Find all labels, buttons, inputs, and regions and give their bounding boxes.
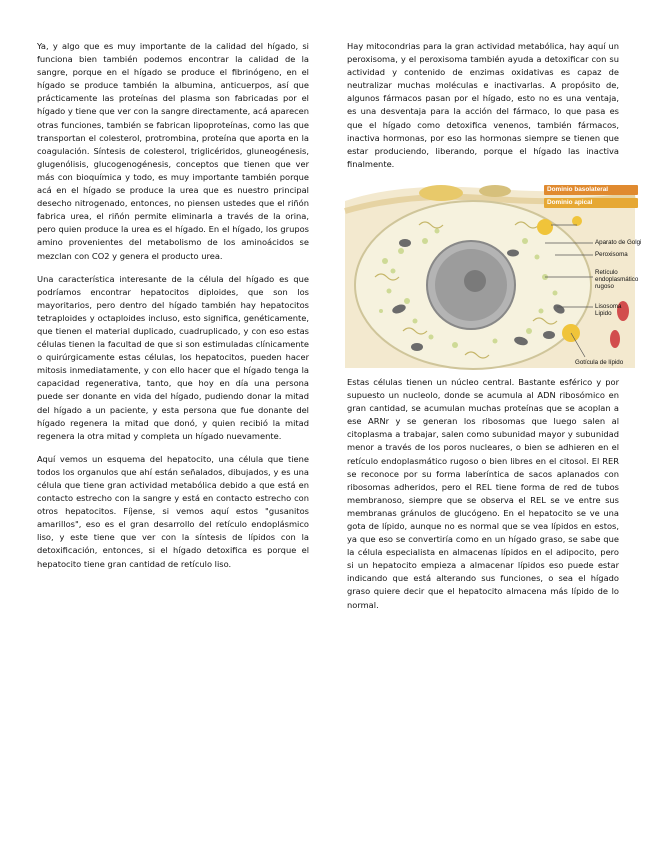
paragraph-polyploid-hepatocytes: Una característica interesante de la célula del hígado es que podríamos encontrar hepatocitos diploides, que son los mayoritarios, pero dentro del hígado también hay hepatocitos tetraploides y octaploides incluso, esto significa, genéticamente, que tienen el material duplicado, cuadruplicado, y con eso estas células tienen la facultad de que si son estimuladas clínicamente o quirúrgicamente estas células, los hepatocitos, pueden hacer mitosis inmediatamente, y con ello hacer que el hígado tenga la capacidad regenerativa, tanto, que hoy en día una persona puede ser donante en vida del hígado, pudiendo donar la mitad del hígado a un paciente, y esta persona que fue donante del hígado regenera la mitad que donó, y quien recibió la mitad regenera la otra mitad y completa un hígado nuevamente.	[37, 273, 309, 441]
label-dominio-apical: Dominio apical	[544, 198, 638, 208]
label-peroxisoma: Peroxisoma	[595, 250, 628, 258]
left-column	[37, 40, 309, 581]
label-golgi: Aparato de Golgi	[595, 238, 642, 246]
right-column	[347, 40, 642, 622]
paragraph-mitochondria-peroxisome: Hay mitocondrias para la gran actividad metabólica, hay aquí un peroxisoma, y el peroxisoma también ayuda a detoxificar con su actividad y contenido de enzimas oxidativas es capaz de neutralizar muchas moléculas e inactivarlas. A propósito de, algunos fármacos pasan por el hígado, esto no es una ventaja, es una desventaja para la acción del fármaco, lo que pasa es que el hígado como detoxifica venenos, también fármacos, inactiva hormonas, por eso las hormonas siempre se tienen que estar produciendo, liberando, porque el hígado las inactiva finalmente.	[347, 41, 619, 169]
paragraph-liver-functions: Ya, y algo que es muy importante de la calidad del hígado, si funciona bien también podemos encontrar la calidad de la sangre, porque en el hígado se produce el fibrinógeno, en el hígado se produce también la albumina, anticuerpos, así que prácticamente las proteínas del plasma son fabricadas por el hígado y tiene que ver con la sangre directamente, acá aparecen otras funciones, también se fabrican lipoproteínas, como las que transportan el colesterol, protrombina, proteína que aporta en la coagulación. Síntesis de colesterol, triglicéridos, gluneogénesis, glugenólisis, glucogenogénesis, conceptos que tienen que ver más con bioquímica y todo, es muy importante también porque acá en el hígado se produce la urea que es nuestro principal desecho nitrogenado, entonces, no piensen ustedes que el riñón fabrica urea, el riñón permite eliminarla a través de la orina, pero quien produce la urea es el hígado. En el hígado, los grupos amino provenientes del metabolismo de los aminoácidos se mezclan con CO2 y genera el producto urea.	[37, 41, 309, 261]
hepatocyte-diagram	[345, 181, 642, 368]
paragraph-nucleus-description: Estas células tienen un núcleo central. Bastante esférico y por supuesto un nucleolo, donde se acumula al ADN ribosómico en gran cantidad, se acumulan muchas proteínas que se acoplan a ese ARNr y se generan los ribosomas que luego salen al citoplasma a trabajar, salen como subunidad mayor y subunidad menor a través de los poros nucleares, o bien se adhieren en el retículo endoplasmático rugoso o bien libres en el citosol. El RER se reconoce por su forma laberíntica de sacos aplanados con ribosomas adheridos, pero el REL tiene forma de red de tubos membranoso, siempre que se observa el REL se ve entre sus membranas gránulos de glucógeno. En el hepatocito se ve una gota de lípido, aunque no es normal que se vea lípidos en estos, ya que eso se convertiría como en un hígado graso, se sabe que la célula especialista en almacenas lípidos en el adipocito, pero si un hepatocito empieza a almacenar lípidos eso puede estar indicando que está alterando sus funciones, o sea el hígado graso quiere decir que el hepatocito almacena más lípido de lo normal.	[347, 376, 619, 610]
hepatocyte-illustration	[345, 181, 635, 368]
label-reticulo-3: rugoso	[595, 282, 614, 290]
label-goticula-lipido: Gotícula de lípido	[575, 358, 624, 366]
label-lisosoma: Lisosoma	[595, 302, 622, 310]
label-lipido: Lipido	[595, 309, 612, 317]
paragraph-hepatocyte-scheme: Aquí vemos un esquema del hepatocito, una célula que tiene todos los organulos que ahí están señalados, dibujados, y es una célula que tiene gran actividad metabólica debido a que está en contacto estrecho con la sangre y está en contacto estrecho con otros hepatocitos. Fíjense, si vemos aquí estos "gusanitos amarillos", eso es el gran desarrollo del retículo endoplásmico liso, y este tiene que ver con la síntesis de lípidos con la detoxificación, entonces, si el hígado detoxifica es porque el hepatocito tiene gran cantidad de retículo liso.	[37, 453, 309, 569]
label-dominio-basolateral: Dominio basolateral	[544, 185, 638, 195]
label-reticulo-1: Retículo	[595, 268, 618, 276]
label-reticulo-2: endoplasmático	[595, 275, 639, 283]
